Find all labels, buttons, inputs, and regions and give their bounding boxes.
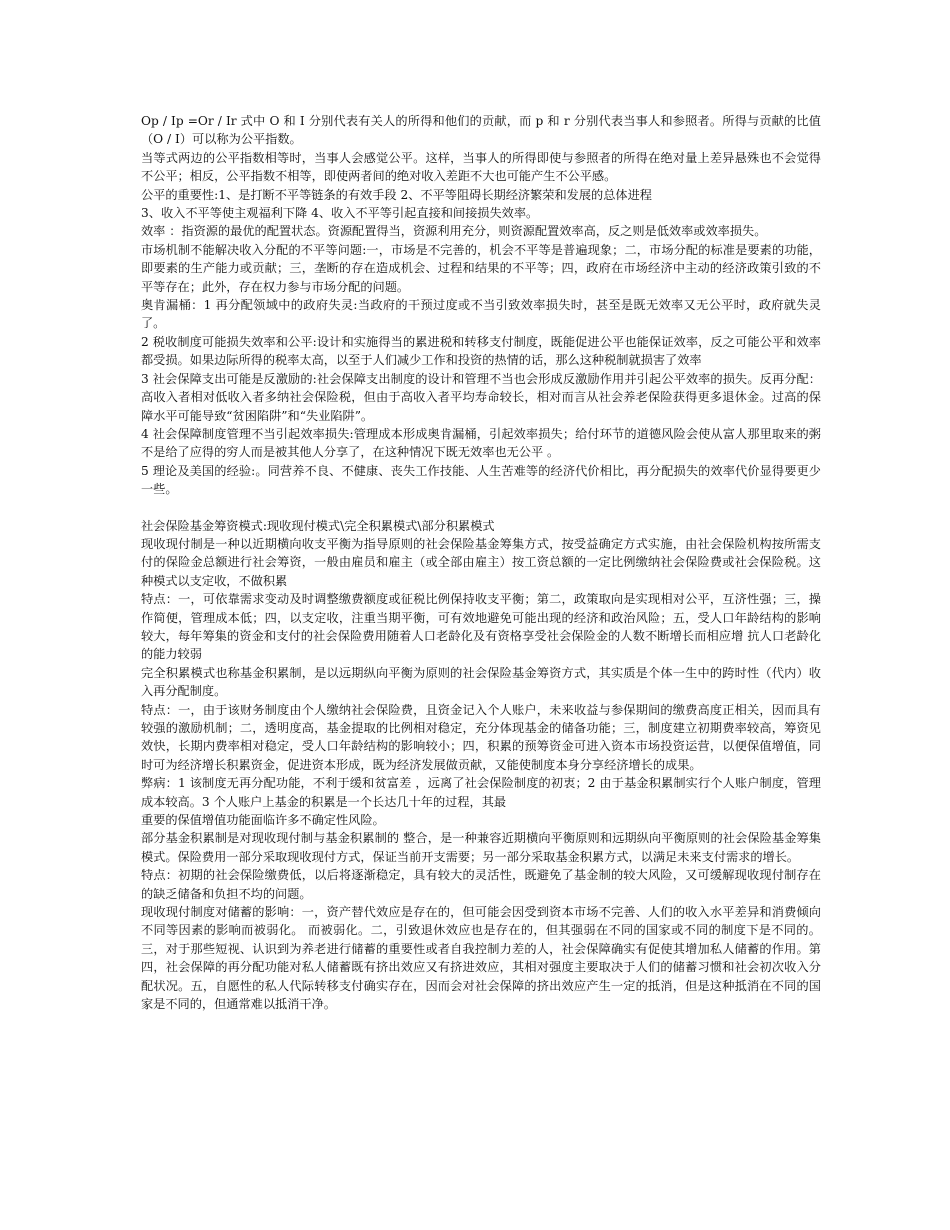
- paragraph-efficiency: 效率 ：指资源的最优的配置状态。资源配置得当，资源利用充分，则资源配置效率高，反之则是低效率或效率损失。: [141, 224, 767, 239]
- paragraph-inequality-effects: 3、收入不平等使主观福利下降 4、收入不平等引起直接和间接损失效率。: [141, 206, 539, 221]
- paragraph-equity-formula: Op / Ip =Or / Ir 式中 O 和 I 分别代表有关人的所得和他们的贡献，而 p 和 r 分别代表当事人和参照者。所得与贡献的比值（O / I）可以称为公平指数。: [141, 114, 821, 147]
- paragraph-funded-features: 特点：一，由于该财务制度由个人缴纳社会保险费，且资金记入个人账户，未来收益与参保期间的缴费高度正相关，因而具有较强的激励机制；二，透明度高，基金提取的比例相对稳定，充分体现基金的储备功能；三，制度建立初期费率较高，筹资见效快，长期内费率相对稳定，受人口年龄结构的影响较小；四，积累的预筹资金可进入资本市场投资运营，以便保值增值，同时可为经济增长积累资金，促进资本形成，既为经济发展做贡献，又能使制度本身分享经济增长的成果。: [141, 702, 821, 772]
- document-body: [141, 112, 821, 1014]
- paragraph-fund-models: 社会保险基金筹资模式:现收现付模式\完全积累模式\部分积累模式: [141, 518, 495, 533]
- paragraph-okun-2: 2 税收制度可能损失效率和公平:设计和实施得当的累进税和转移支付制度，既能促进公平也能保证效率，反之可能公平和效率都受损。如果边际所得的税率太高，以至于人们减少工作和投资的热情的话，那么这种税制就损害了效率: [141, 334, 821, 368]
- paragraph-funded-drawbacks: 弊病：1 该制度无再分配功能，不利于缓和贫富差 ，远离了社会保险制度的初衷；2 由于基金积累制实行个人账户制度，管理成本较高。3 个人账户上基金的积累是一个长达几十年的过程，其最: [141, 776, 821, 809]
- paragraph-okun-4: 4 社会保障制度管理不当引起效率损失:管理成本形成奥肯漏桶，引起效率损失；给付环节的道德风险会使从富人那里取来的粥不是给了应得的穷人而是被其他人分享了，在这种情况下既无效率也无公平 。: [141, 426, 821, 460]
- paragraph-okun-1: 奥肯漏桶：1 再分配领域中的政府失灵:当政府的干预过度或不当引致效率损失时，甚至是既无效率又无公平时，政府就失灵了。: [141, 298, 821, 331]
- paragraph-payg-definition: 现收现付制是一种以近期横向收支平衡为指导原则的社会保险基金筹集方式，按受益确定方式实施，由社会保险机构按所需支付的保险金总额进行社会筹资，一般由雇员和雇主（或全部由雇主）按工资总额的一定比例缴纳社会保险费或社会保险税。这种模式以支定收，不做积累: [141, 536, 821, 588]
- paragraph-okun-3: 3 社会保障支出可能是反激励的:社会保障支出制度的设计和管理不当也会形成反激励作用并引起公平效率的损失。反再分配：高收入者相对低收入者多纳社会保险税，但由于高收入者平均寿命较长，相对而言从社会养老保险获得更多退休金。过高的保障水平可能导致“贫困陷阱”和“失业陷阱”。: [141, 371, 821, 423]
- paragraph-market-mechanism: 市场机制不能解决收入分配的不平等问题:一，市场是不完善的，机会不平等是普遍现象；二，市场分配的标准是要素的功能，即要素的生产能力或贡献；三，垄断的存在造成机会、过程和结果的不平等；四，政府在市场经济中主动的经济政策引致的不平等存在；此外，存在权力参与市场分配的问题。: [141, 242, 821, 294]
- paragraph-okun-5: 5 理论及美国的经验:。同营养不良、不健康、丧失工作技能、人生苦难等的经济代价相比，再分配损失的效率代价显得要更少一些。: [141, 463, 821, 497]
- paragraph-partial-definition: 部分基金积累制是对现收现付制与基金积累制的 整合，是一种兼容近期横向平衡原则和远期纵向平衡原则的社会保险基金筹集模式。保险费用一部分采取现收现付方式，保证当前开支需要；另一部分采取基金积累方式，以满足未来支付需求的增长。: [141, 831, 821, 864]
- paragraph-equity-feeling: 当等式两边的公平指数相等时，当事人会感觉公平。这样，当事人的所得即使与参照者的所得在绝对量上差异悬殊也不会觉得不公平；相反，公平指数不相等，即使两者间的绝对收入差距不大也可能产生不公平感。: [141, 150, 821, 184]
- paragraph-funded-definition: 完全积累模式也称基金积累制，是以远期纵向平衡为原则的社会保险基金筹资方式，其实质是个体一生中的跨时性（代内）收入再分配制度。: [141, 665, 821, 699]
- paragraph-equity-importance: 公平的重要性:1、是打断不平等链条的有效手段 2、不平等阻碍长期经济繁荣和发展的总体进程: [141, 187, 652, 202]
- paragraph-partial-features: 特点：初期的社会保险缴费低，以后将逐渐稳定，具有较大的灵活性，既避免了基金制的较大风险，又可缓解现收现付制存在的缺乏储备和负担不均的问题。: [141, 868, 821, 901]
- paragraph-payg-savings: 现收现付制度对储蓄的影响：一，资产替代效应是存在的，但可能会因受到资本市场不完善、人们的收入水平差异和消费倾向不同等因素的影响而被弱化。 而被弱化。二，引致退休效应也是存在的，但其强弱在不同的国家或不同的制度下是不同的。三，对于那些短视、认识到为养老进行储蓄的重要性或者自我控制力差的人，社会保障确实有促使其增加私人储蓄的作用。第四，社会保障的再分配功能对私人储蓄既有挤出效应又有挤进效应，其相对强度主要取决于人们的储蓄习惯和社会初次收入分配状况。五，自愿性的私人代际转移支付确实存在，因而会对社会保障的挤出效应产生一定的抵消，但是这种抵消在不同的国家是不同的，但通常难以抵消干净。: [141, 905, 821, 1012]
- paragraph-spacer: [141, 499, 821, 517]
- paragraph-payg-features: 特点：一，可依靠需求变动及时调整缴费额度或征税比例保持收支平衡；第二，政策取向是实现相对公平，互济性强；三，操作简便，管理成本低；四，以支定收，注重当期平衡，可有效地避免可能出现的经济和政治风险；五，受人口年龄结构的影响较大，每年筹集的资金和支付的社会保险费用随着人口老龄化及有资格享受社会保险金的人数不断增长而相应增 抗人口老龄化的能力较弱: [141, 592, 821, 662]
- paragraph-funded-drawbacks-cont: 重要的保值增值功能面临许多不确定性风险。: [141, 813, 385, 828]
